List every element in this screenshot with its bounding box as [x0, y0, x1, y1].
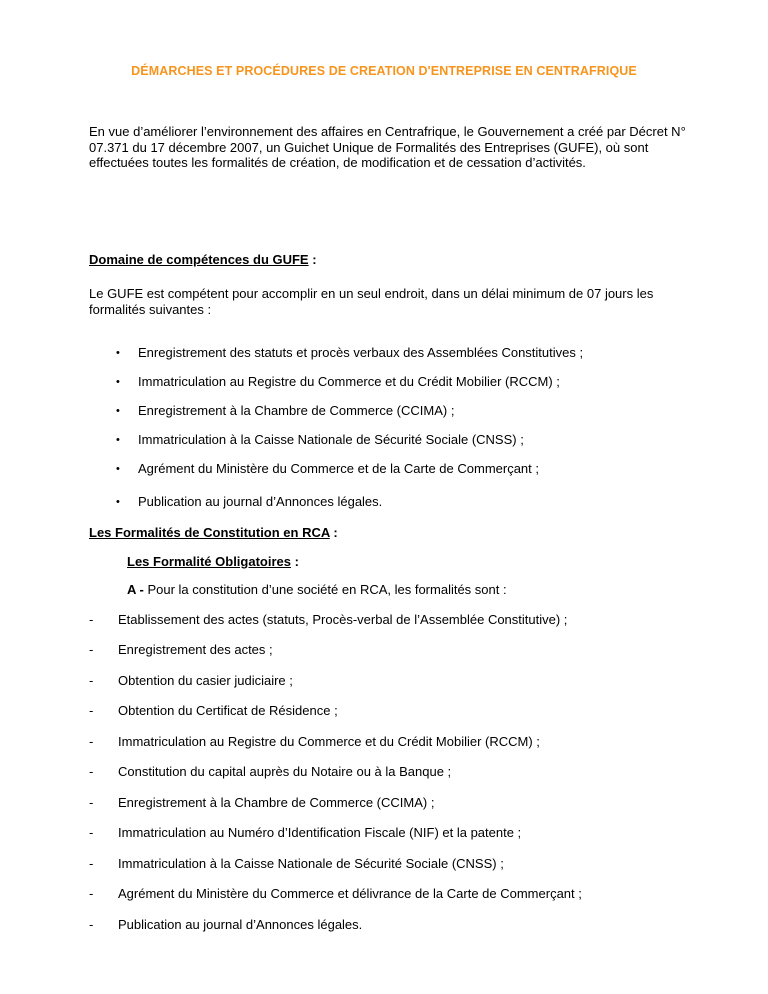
- document-title: DÉMARCHES ET PROCÉDURES DE CREATION D'ENTREPRISE EN CENTRAFRIQUE: [131, 64, 637, 78]
- subsection-a-text: Pour la constitution d’une société en RCA, les formalités sont :: [147, 582, 507, 597]
- dash-item: Immatriculation au Numéro d’Identification Fiscale (NIF) et la patente ;: [118, 825, 522, 840]
- dash-symbol: -: [89, 856, 94, 871]
- dash-item: Enregistrement à la Chambre de Commerce (CCIMA) ;: [118, 795, 435, 810]
- dash-item: Etablissement des actes (statuts, Procès-verbal de l’Assemblée Constitutive) ;: [118, 612, 568, 627]
- bullet-item: Enregistrement à la Chambre de Commerce (CCIMA) ;: [138, 403, 455, 418]
- bullet-item: Immatriculation au Registre du Commerce et du Crédit Mobilier (RCCM) ;: [138, 374, 560, 389]
- subheading-obligatoires-colon: :: [291, 554, 299, 569]
- bullet-item: Enregistrement des statuts et procès verbaux des Assemblées Constitutives ;: [138, 345, 584, 360]
- subheading-obligatoires: [127, 554, 299, 570]
- dash-item: Obtention du Certificat de Résidence ;: [118, 703, 338, 718]
- subsection-a-label: A -: [127, 582, 148, 597]
- dash-item: Publication au journal d’Annonces légales.: [118, 917, 363, 932]
- dash-symbol: -: [89, 825, 94, 840]
- bullet-item: Agrément du Ministère du Commerce et de la Carte de Commerçant ;: [138, 461, 540, 476]
- bullet-symbol: •: [116, 496, 120, 508]
- dash-item: Enregistrement des actes ;: [118, 642, 273, 657]
- bullet-symbol: •: [116, 463, 120, 475]
- dash-item: Agrément du Ministère du Commerce et délivrance de la Carte de Commerçant ;: [118, 886, 582, 901]
- competences-paragraph: Le GUFE est compétent pour accomplir en un seul endroit, dans un délai minimum de 07 jours les formalités suivantes :: [89, 286, 654, 317]
- dash-symbol: -: [89, 734, 94, 749]
- section-heading-competences: [89, 252, 317, 268]
- dash-item: Immatriculation à la Caisse Nationale de Sécurité Sociale (CNSS) ;: [118, 856, 504, 871]
- dash-symbol: -: [89, 612, 94, 627]
- dash-symbol: -: [89, 673, 94, 688]
- dash-symbol: -: [89, 795, 94, 810]
- section-heading-constitution-colon: :: [329, 525, 338, 540]
- dash-symbol: -: [89, 917, 94, 932]
- dash-item: Obtention du casier judiciaire ;: [118, 673, 293, 688]
- section-heading-constitution-text: Les Formalités de Constitution en RCA: [89, 525, 330, 540]
- section-heading-constitution: [89, 525, 338, 541]
- bullet-item: Immatriculation à la Caisse Nationale de Sécurité Sociale (CNSS) ;: [138, 432, 524, 447]
- section-heading-competences-text: Domaine de compétences du GUFE: [89, 252, 309, 267]
- dash-item: Constitution du capital auprès du Notaire ou à la Banque ;: [118, 764, 452, 779]
- dash-symbol: -: [89, 764, 94, 779]
- bullet-item: Publication au journal d’Annonces légales.: [138, 494, 383, 509]
- dash-symbol: -: [89, 703, 94, 718]
- dash-item: Immatriculation au Registre du Commerce et du Crédit Mobilier (RCCM) ;: [118, 734, 540, 749]
- bullet-symbol: •: [116, 405, 120, 417]
- dash-symbol: -: [89, 886, 94, 901]
- intro-paragraph: En vue d’améliorer l’environnement des affaires en Centrafrique, le Gouvernement a créé par Décret N° 07.371 du 17 décembre 2007, un Guichet Unique de Formalités des Entreprises (GUFE), où sont effectuées toutes les formalités de création, de modification et de cessation d’activités.: [89, 124, 686, 170]
- bullet-symbol: •: [116, 376, 120, 388]
- bullet-symbol: •: [116, 347, 120, 359]
- section-heading-competences-colon: :: [308, 252, 317, 267]
- dash-symbol: -: [89, 642, 94, 657]
- subheading-obligatoires-text: Les Formalité Obligatoires: [127, 554, 291, 569]
- bullet-symbol: •: [116, 434, 120, 446]
- subsection-a-intro: [127, 582, 507, 598]
